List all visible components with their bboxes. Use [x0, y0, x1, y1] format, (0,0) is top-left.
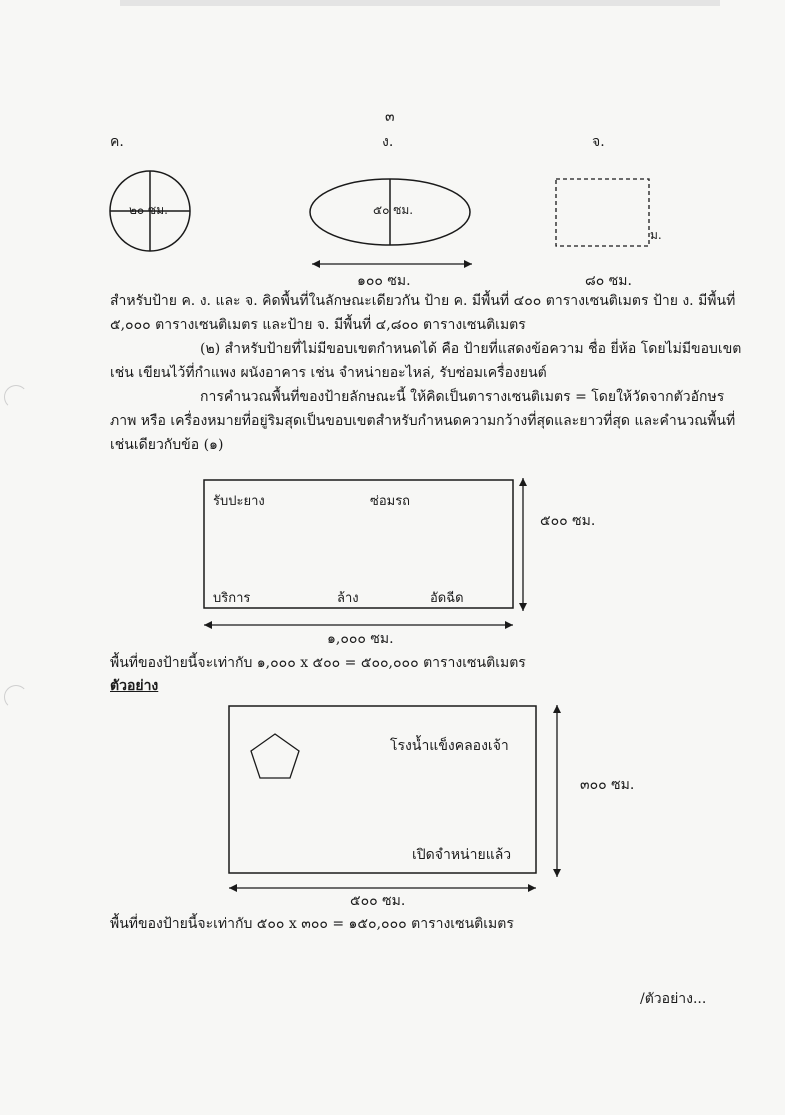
ellipse-width-label: ๑๐๐ ซม.	[357, 273, 411, 289]
sign1-word-bottom-right: อัดฉีด	[430, 591, 464, 606]
circle-dimension: ๒๐ ซม.	[129, 203, 168, 217]
shape-label-ng: ง.	[382, 134, 394, 150]
ellipse-dimension: ๕๐ ซม.	[373, 203, 414, 217]
sign1-width-label: ๑,๐๐๐ ซม.	[327, 631, 394, 647]
sign1-area-text: พื้นที่ของป้ายนี้จะเท่ากับ ๑,๐๐๐ x ๕๐๐ = ๕๐๐,๐๐๐ ตารางเซนติเมตร	[110, 655, 526, 671]
paragraph-3-line-3: เช่นเดียวกับข้อ (๑)	[110, 437, 224, 453]
sign1-word-top-center: ซ่อมรถ	[370, 494, 411, 509]
sign1-height-label: ๕๐๐ ซม.	[540, 513, 596, 529]
sign2-title: โรงน้ำแข็งคลองเจ้า	[390, 738, 509, 754]
paragraph-3-line-1: การคำนวณพื้นที่ของป้ายลักษณะนี้ ให้คิดเป็นตารางเซนติเมตร = โดยให้วัดจากตัวอักษร	[200, 389, 725, 405]
rect-side-dimension: ม.	[650, 228, 662, 242]
paragraph-2-line-1: (๒) สำหรับป้ายที่ไม่มีขอบเขตกำหนดได้ คือ ป้ายที่แสดงข้อความ ชื่อ ยี่ห้อ โดยไม่มีขอบเขต	[200, 341, 742, 357]
shape-label-k: ค.	[110, 134, 124, 150]
paragraph-3-line-2: ภาพ หรือ เครื่องหมายที่อยู่ริมสุดเป็นขอบเขตสำหรับกำหนดความกว้างที่สุดและยาวที่สุด และคำนวณพื้นที่	[110, 413, 736, 429]
pentagon-logo	[251, 734, 299, 778]
paragraph-1-line-2: ๕,๐๐๐ ตารางเซนติเมตร และป้าย จ. มีพื้นที่ ๔,๘๐๐ ตารางเซนติเมตร	[110, 317, 526, 333]
sign1-word-top-left: รับปะยาง	[213, 494, 265, 509]
sign2-area-text: พื้นที่ของป้ายนี้จะเท่ากับ ๕๐๐ x ๓๐๐ = ๑๕๐,๐๐๐ ตารางเซนติเมตร	[110, 916, 514, 932]
paragraph-2-line-2: เช่น เขียนไว้ที่กำแพง ผนังอาคาร เช่น จำหน่ายอะไหล่, รับซ่อมเครื่องยนต์	[110, 365, 547, 381]
sign2-width-label: ๕๐๐ ซม.	[350, 893, 406, 909]
next-page-continuation: /ตัวอย่าง...	[640, 991, 707, 1007]
page-number: ๓	[385, 109, 395, 125]
sign2-height-label: ๓๐๐ ซม.	[580, 777, 635, 793]
sign1-word-bottom-center: ล้าง	[337, 591, 359, 606]
rect-width-label: ๘๐ ซม.	[585, 273, 632, 289]
sign1-word-bottom-left: บริการ	[213, 591, 251, 606]
shape-label-ch: จ.	[592, 134, 605, 150]
example-heading: ตัวอย่าง	[110, 678, 159, 694]
paragraph-1-line-1: สำหรับป้าย ค. ง. และ จ. คิดพื้นที่ในลักษณะเดียวกัน ป้าย ค. มีพื้นที่ ๔๐๐ ตารางเซนติเมตร ป้าย ง. มีพื้นที่	[110, 293, 736, 309]
sign2-subtitle: เปิดจำหน่ายแล้ว	[412, 847, 512, 863]
dashed-rect-sign	[556, 179, 649, 246]
